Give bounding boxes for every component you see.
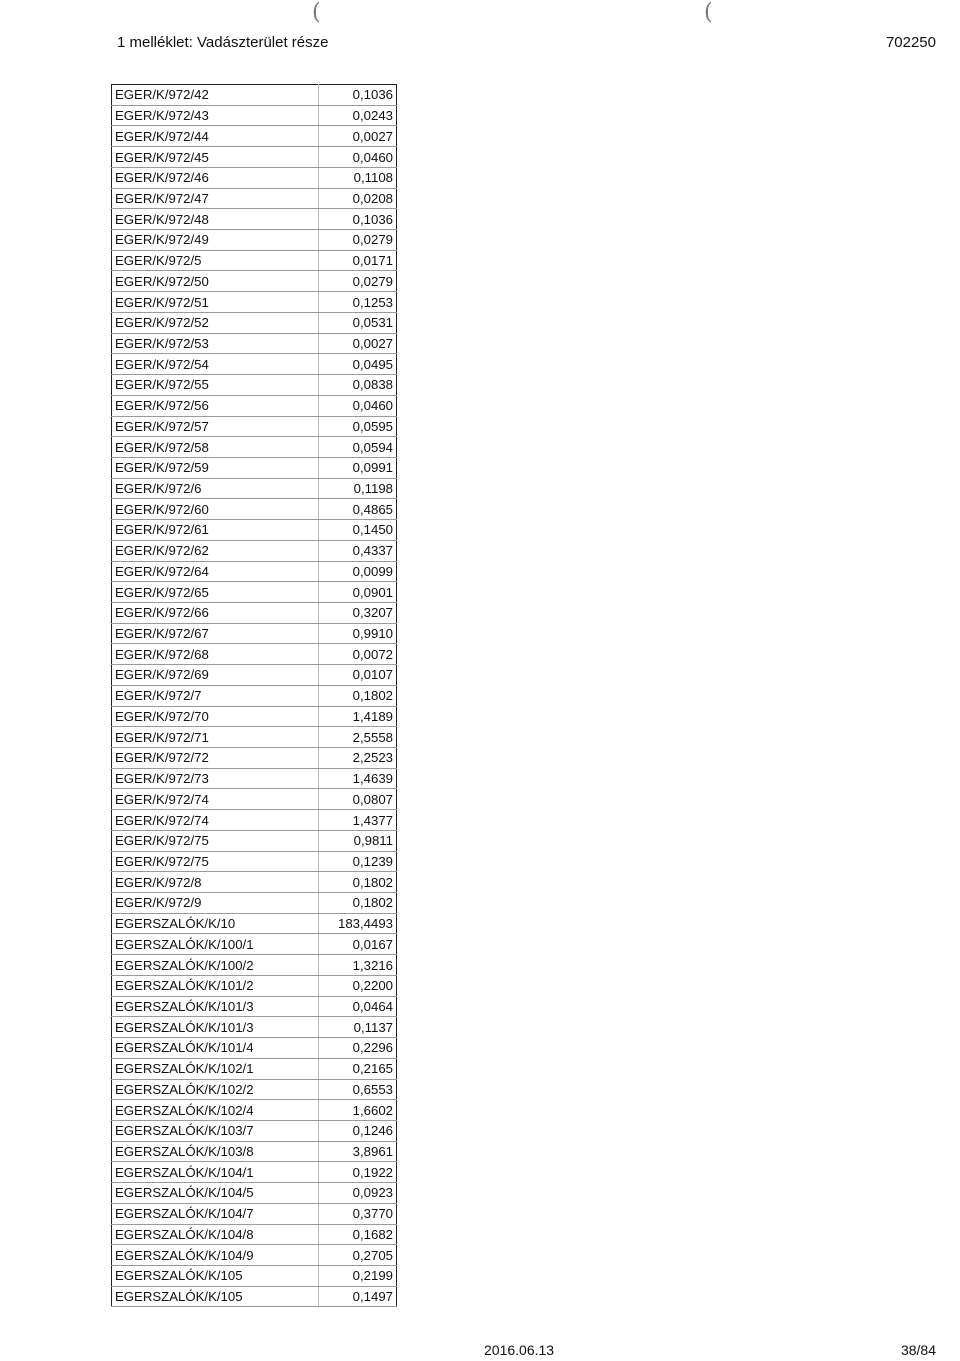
parcel-area-cell: 0,1802 bbox=[319, 893, 397, 914]
parcel-code-cell: EGER/K/972/45 bbox=[112, 147, 319, 168]
table-row bbox=[112, 913, 397, 934]
table-row bbox=[112, 1058, 397, 1079]
table-row bbox=[112, 561, 397, 582]
parcel-area-cell: 0,1137 bbox=[319, 1017, 397, 1038]
parcel-area-cell: 0,1922 bbox=[319, 1162, 397, 1183]
table-row bbox=[112, 934, 397, 955]
parcel-area-cell: 0,1246 bbox=[319, 1120, 397, 1141]
table-row bbox=[112, 478, 397, 499]
table-row bbox=[112, 147, 397, 168]
parcel-code-cell: EGER/K/972/42 bbox=[112, 85, 319, 106]
table-row bbox=[112, 955, 397, 976]
parcel-code-cell: EGERSZALÓK/K/10 bbox=[112, 913, 319, 934]
parcel-code-cell: EGER/K/972/47 bbox=[112, 188, 319, 209]
parcel-area-cell: 0,0027 bbox=[319, 333, 397, 354]
parcel-area-cell: 0,3770 bbox=[319, 1203, 397, 1224]
table-row bbox=[112, 1183, 397, 1204]
parcel-area-cell: 0,6553 bbox=[319, 1079, 397, 1100]
table-row bbox=[112, 271, 397, 292]
scan-mark-left: ( bbox=[312, 0, 321, 25]
table-row bbox=[112, 312, 397, 333]
parcel-code-cell: EGER/K/972/66 bbox=[112, 602, 319, 623]
parcel-code-cell: EGERSZALÓK/K/101/4 bbox=[112, 1038, 319, 1059]
parcel-code-cell: EGER/K/972/75 bbox=[112, 830, 319, 851]
parcel-code-cell: EGER/K/972/8 bbox=[112, 872, 319, 893]
parcel-area-cell: 1,4377 bbox=[319, 810, 397, 831]
table-row bbox=[112, 893, 397, 914]
parcel-area-cell: 0,0167 bbox=[319, 934, 397, 955]
parcel-code-cell: EGERSZALÓK/K/105 bbox=[112, 1265, 319, 1286]
table-row bbox=[112, 644, 397, 665]
parcel-code-cell: EGER/K/972/74 bbox=[112, 789, 319, 810]
parcel-code-cell: EGER/K/972/56 bbox=[112, 395, 319, 416]
parcel-area-cell: 0,1198 bbox=[319, 478, 397, 499]
parcel-area-cell: 0,0464 bbox=[319, 996, 397, 1017]
parcel-code-cell: EGER/K/972/9 bbox=[112, 893, 319, 914]
parcel-table-body bbox=[112, 85, 397, 1307]
parcel-area-cell: 0,0072 bbox=[319, 644, 397, 665]
parcel-code-cell: EGERSZALÓK/K/104/1 bbox=[112, 1162, 319, 1183]
parcel-area-cell: 0,0838 bbox=[319, 375, 397, 396]
table-row bbox=[112, 354, 397, 375]
table-row bbox=[112, 706, 397, 727]
parcel-area-cell: 0,2199 bbox=[319, 1265, 397, 1286]
parcel-area-cell: 0,0027 bbox=[319, 126, 397, 147]
parcel-area-cell: 0,0531 bbox=[319, 312, 397, 333]
parcel-area-cell: 0,0460 bbox=[319, 395, 397, 416]
table-row bbox=[112, 1203, 397, 1224]
parcel-code-cell: EGERSZALÓK/K/101/3 bbox=[112, 1017, 319, 1038]
parcel-code-cell: EGER/K/972/57 bbox=[112, 416, 319, 437]
parcel-code-cell: EGER/K/972/7 bbox=[112, 685, 319, 706]
parcel-code-cell: EGERSZALÓK/K/102/1 bbox=[112, 1058, 319, 1079]
parcel-code-cell: EGERSZALÓK/K/105 bbox=[112, 1286, 319, 1307]
parcel-area-cell: 0,0594 bbox=[319, 437, 397, 458]
parcel-code-cell: EGER/K/972/71 bbox=[112, 727, 319, 748]
parcel-code-cell: EGER/K/972/49 bbox=[112, 230, 319, 251]
parcel-code-cell: EGERSZALÓK/K/100/1 bbox=[112, 934, 319, 955]
table-row bbox=[112, 395, 397, 416]
parcel-area-cell: 0,2296 bbox=[319, 1038, 397, 1059]
parcel-area-cell: 0,0243 bbox=[319, 105, 397, 126]
parcel-code-cell: EGER/K/972/74 bbox=[112, 810, 319, 831]
parcel-area-cell: 0,0279 bbox=[319, 230, 397, 251]
table-row bbox=[112, 996, 397, 1017]
table-row bbox=[112, 1245, 397, 1266]
parcel-code-cell: EGER/K/972/53 bbox=[112, 333, 319, 354]
parcel-code-cell: EGER/K/972/43 bbox=[112, 105, 319, 126]
parcel-area-cell: 0,1682 bbox=[319, 1224, 397, 1245]
table-row bbox=[112, 230, 397, 251]
parcel-code-cell: EGERSZALÓK/K/101/3 bbox=[112, 996, 319, 1017]
parcel-code-cell: EGER/K/972/73 bbox=[112, 768, 319, 789]
parcel-area-cell: 0,1802 bbox=[319, 872, 397, 893]
table-row bbox=[112, 1141, 397, 1162]
table-row bbox=[112, 748, 397, 769]
page-header-number: 702250 bbox=[885, 34, 936, 51]
table-row bbox=[112, 167, 397, 188]
table-row bbox=[112, 727, 397, 748]
table-row bbox=[112, 810, 397, 831]
parcel-code-cell: EGER/K/972/44 bbox=[112, 126, 319, 147]
parcel-table bbox=[111, 84, 397, 1307]
footer-date: 2016.06.13 bbox=[484, 1342, 555, 1358]
parcel-area-cell: 0,0923 bbox=[319, 1183, 397, 1204]
table-row bbox=[112, 789, 397, 810]
table-row bbox=[112, 333, 397, 354]
table-row bbox=[112, 85, 397, 106]
parcel-area-cell: 0,1450 bbox=[319, 520, 397, 541]
table-row bbox=[112, 1224, 397, 1245]
parcel-area-cell: 0,9910 bbox=[319, 623, 397, 644]
table-row bbox=[112, 209, 397, 230]
parcel-area-cell: 0,0460 bbox=[319, 147, 397, 168]
table-row bbox=[112, 830, 397, 851]
parcel-code-cell: EGERSZALÓK/K/100/2 bbox=[112, 955, 319, 976]
parcel-area-cell: 0,3207 bbox=[319, 602, 397, 623]
table-row bbox=[112, 1286, 397, 1307]
table-row bbox=[112, 623, 397, 644]
parcel-area-cell: 0,4865 bbox=[319, 499, 397, 520]
table-row bbox=[112, 1265, 397, 1286]
parcel-code-cell: EGER/K/972/59 bbox=[112, 457, 319, 478]
parcel-area-cell: 0,2165 bbox=[319, 1058, 397, 1079]
parcel-code-cell: EGER/K/972/50 bbox=[112, 271, 319, 292]
page-header-title: 1 melléklet: Vadászterület része bbox=[117, 34, 329, 51]
parcel-area-cell: 1,6602 bbox=[319, 1100, 397, 1121]
table-row bbox=[112, 250, 397, 271]
parcel-area-cell: 0,0807 bbox=[319, 789, 397, 810]
parcel-code-cell: EGER/K/972/61 bbox=[112, 520, 319, 541]
parcel-area-cell: 0,1497 bbox=[319, 1286, 397, 1307]
parcel-code-cell: EGER/K/972/6 bbox=[112, 478, 319, 499]
parcel-code-cell: EGER/K/972/67 bbox=[112, 623, 319, 644]
parcel-area-cell: 0,0595 bbox=[319, 416, 397, 437]
table-row bbox=[112, 975, 397, 996]
table-row bbox=[112, 582, 397, 603]
scan-mark-right: ( bbox=[704, 0, 713, 25]
parcel-code-cell: EGER/K/972/72 bbox=[112, 748, 319, 769]
table-row bbox=[112, 499, 397, 520]
parcel-area-cell: 0,2200 bbox=[319, 975, 397, 996]
parcel-code-cell: EGER/K/972/65 bbox=[112, 582, 319, 603]
parcel-code-cell: EGER/K/972/62 bbox=[112, 540, 319, 561]
parcel-code-cell: EGERSZALÓK/K/104/9 bbox=[112, 1245, 319, 1266]
table-row bbox=[112, 602, 397, 623]
parcel-area-cell: 0,0208 bbox=[319, 188, 397, 209]
parcel-area-cell: 0,0171 bbox=[319, 250, 397, 271]
table-row bbox=[112, 685, 397, 706]
parcel-area-cell: 0,0279 bbox=[319, 271, 397, 292]
parcel-area-cell: 0,1036 bbox=[319, 85, 397, 106]
table-row bbox=[112, 292, 397, 313]
table-row bbox=[112, 1017, 397, 1038]
parcel-code-cell: EGER/K/972/46 bbox=[112, 167, 319, 188]
parcel-code-cell: EGER/K/972/68 bbox=[112, 644, 319, 665]
parcel-code-cell: EGER/K/972/69 bbox=[112, 665, 319, 686]
parcel-code-cell: EGER/K/972/48 bbox=[112, 209, 319, 230]
parcel-code-cell: EGERSZALÓK/K/102/2 bbox=[112, 1079, 319, 1100]
parcel-area-cell: 3,8961 bbox=[319, 1141, 397, 1162]
table-row bbox=[112, 665, 397, 686]
parcel-code-cell: EGERSZALÓK/K/104/8 bbox=[112, 1224, 319, 1245]
parcel-area-cell: 0,0107 bbox=[319, 665, 397, 686]
table-row bbox=[112, 872, 397, 893]
parcel-code-cell: EGER/K/972/5 bbox=[112, 250, 319, 271]
parcel-code-cell: EGER/K/972/55 bbox=[112, 375, 319, 396]
parcel-code-cell: EGER/K/972/75 bbox=[112, 851, 319, 872]
table-row bbox=[112, 437, 397, 458]
parcel-area-cell: 0,1253 bbox=[319, 292, 397, 313]
table-row bbox=[112, 1162, 397, 1183]
parcel-code-cell: EGERSZALÓK/K/103/7 bbox=[112, 1120, 319, 1141]
parcel-code-cell: EGERSZALÓK/K/101/2 bbox=[112, 975, 319, 996]
table-row bbox=[112, 416, 397, 437]
parcel-code-cell: EGER/K/972/52 bbox=[112, 312, 319, 333]
parcel-area-cell: 183,4493 bbox=[319, 913, 397, 934]
parcel-code-cell: EGERSZALÓK/K/104/5 bbox=[112, 1183, 319, 1204]
table-row bbox=[112, 188, 397, 209]
parcel-area-cell: 0,0099 bbox=[319, 561, 397, 582]
table-row bbox=[112, 375, 397, 396]
parcel-code-cell: EGER/K/972/58 bbox=[112, 437, 319, 458]
parcel-code-cell: EGERSZALÓK/K/104/7 bbox=[112, 1203, 319, 1224]
parcel-area-cell: 1,4639 bbox=[319, 768, 397, 789]
table-row bbox=[112, 1100, 397, 1121]
parcel-area-cell: 0,4337 bbox=[319, 540, 397, 561]
table-row bbox=[112, 851, 397, 872]
parcel-area-cell: 1,3216 bbox=[319, 955, 397, 976]
parcel-area-cell: 0,0495 bbox=[319, 354, 397, 375]
table-row bbox=[112, 1038, 397, 1059]
parcel-code-cell: EGERSZALÓK/K/103/8 bbox=[112, 1141, 319, 1162]
parcel-area-cell: 0,0991 bbox=[319, 457, 397, 478]
parcel-area-cell: 2,5558 bbox=[319, 727, 397, 748]
parcel-area-cell: 0,1239 bbox=[319, 851, 397, 872]
table-row bbox=[112, 768, 397, 789]
parcel-area-cell: 2,2523 bbox=[319, 748, 397, 769]
parcel-area-cell: 0,1802 bbox=[319, 685, 397, 706]
table-row bbox=[112, 457, 397, 478]
parcel-area-cell: 0,9811 bbox=[319, 830, 397, 851]
parcel-area-cell: 0,2705 bbox=[319, 1245, 397, 1266]
parcel-area-cell: 1,4189 bbox=[319, 706, 397, 727]
table-row bbox=[112, 1079, 397, 1100]
table-row bbox=[112, 1120, 397, 1141]
parcel-area-cell: 0,0901 bbox=[319, 582, 397, 603]
parcel-code-cell: EGER/K/972/54 bbox=[112, 354, 319, 375]
parcel-code-cell: EGER/K/972/64 bbox=[112, 561, 319, 582]
footer-page-number: 38/84 bbox=[900, 1342, 936, 1358]
parcel-code-cell: EGER/K/972/70 bbox=[112, 706, 319, 727]
table-row bbox=[112, 105, 397, 126]
table-row bbox=[112, 540, 397, 561]
table-row bbox=[112, 126, 397, 147]
parcel-area-cell: 0,1108 bbox=[319, 167, 397, 188]
table-row bbox=[112, 520, 397, 541]
parcel-area-cell: 0,1036 bbox=[319, 209, 397, 230]
parcel-code-cell: EGER/K/972/60 bbox=[112, 499, 319, 520]
parcel-code-cell: EGERSZALÓK/K/102/4 bbox=[112, 1100, 319, 1121]
parcel-code-cell: EGER/K/972/51 bbox=[112, 292, 319, 313]
